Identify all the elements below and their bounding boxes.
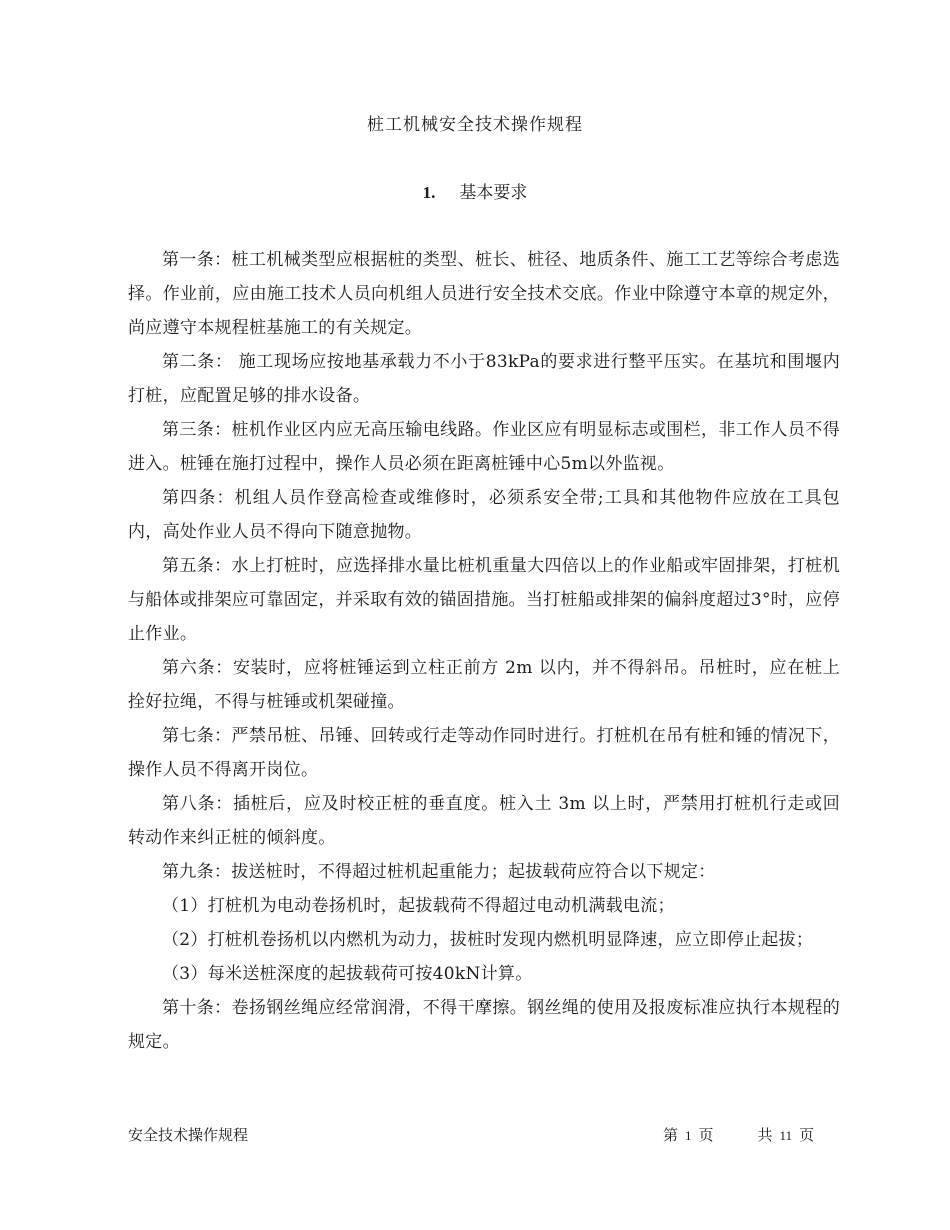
paragraph-article-4: 第四条：机组人员作登高检查或维修时，必须系安全带;工具和其他物件应放在工具包内，高处作业人员不得向下随意抛物。 (128, 488, 840, 542)
section-number: 1. (422, 183, 436, 202)
paragraph-article-8: 第八条：插桩后，应及时校正桩的垂直度。桩入土 3m 以上时，严禁用打桩机行走或回转动作来纠正桩的倾斜度。 (128, 794, 840, 848)
footer-doc-name: 安全技术操作规程 (128, 1126, 249, 1144)
total-suffix: 页 (799, 1126, 815, 1144)
page-prefix: 第 (663, 1126, 679, 1144)
paragraph-article-1: 第一条：桩工机械类型应根据桩的类型、桩长、桩径、地质条件、施工工艺等综合考虑选择。作业前，应由施工技术人员向机组人员进行安全技术交底。作业中除遵守本章的规定外，尚应遵守本规程桩基施工的有关规定。 (128, 250, 840, 338)
document-body (128, 243, 840, 1059)
paragraph-article-9: 第九条：拔送桩时，不得超过桩机起重能力；起拔载荷应符合以下规定： (162, 862, 716, 882)
list-item-9-3: （3）每米送桩深度的起拔载荷可按40kN计算。 (162, 964, 533, 984)
paragraph-article-6: 第六条：安装时，应将桩锤运到立柱正前方 2m 以内，并不得斜吊。吊桩时，应在桩上拴好拉绳，不得与桩锤或机架碰撞。 (128, 658, 840, 712)
total-prefix: 共 (757, 1126, 773, 1144)
page-footer (128, 1124, 840, 1148)
list-item-9-1: （1）打桩机为电动卷扬机时，起拔载荷不得超过电动机满载电流； (162, 896, 675, 916)
paragraph-article-3: 第三条：桩机作业区内应无高压输电线路。作业区应有明显标志或围栏，非工作人员不得进入。桩锤在施打过程中，操作人员必须在距离桩锤中心5m以外监视。 (128, 420, 840, 474)
paragraph-article-7: 第七条：严禁吊桩、吊锤、回转或行走等动作同时进行。打桩机在吊有桩和锤的情况下，操作人员不得离开岗位。 (128, 726, 840, 780)
paragraph-article-5: 第五条：水上打桩时，应选择排水量比桩机重量大四倍以上的作业船或牢固排架，打桩机与船体或排架应可靠固定，并采取有效的锚固措施。当打桩船或排架的偏斜度超过3°时，应停止作业。 (128, 556, 840, 644)
page-suffix: 页 (698, 1126, 714, 1144)
section-title: 基本要求 (459, 183, 528, 203)
total-pages-number: 11 (779, 1128, 793, 1143)
paragraph-article-2: 第二条： 施工现场应按地基承载力不小于83kPa的要求进行整平压实。在基坑和围堰内打桩，应配置足够的排水设备。 (128, 352, 840, 406)
current-page-number: 1 (685, 1128, 692, 1143)
section-heading (0, 178, 950, 203)
paragraph-article-10: 第十条：卷扬钢丝绳应经常润滑，不得干摩擦。钢丝绳的使用及报废标准应执行本规程的规定。 (128, 998, 840, 1052)
list-item-9-2: （2）打桩机卷扬机以内燃机为动力，拔桩时发现内燃机明显降速，应立即停止起拔； (162, 930, 814, 950)
page-indicator (663, 1124, 814, 1145)
document-title: 桩工机械安全技术操作规程 (367, 115, 583, 135)
